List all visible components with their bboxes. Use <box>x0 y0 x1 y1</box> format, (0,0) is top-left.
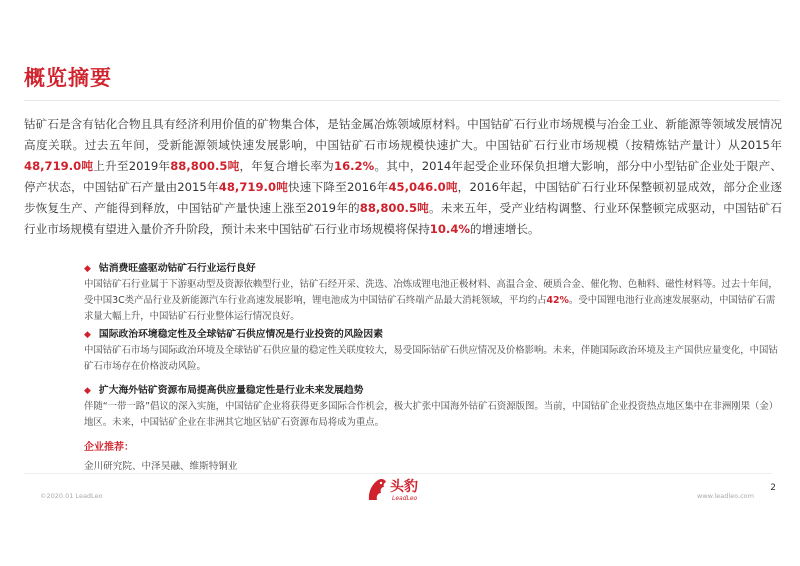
intro-text: 。未来五年，受产业结构调整、行业环保整顿完成驱动，中国钴矿石行业市场规模有望进入量价齐升阶段，预计未来中国钴矿石行业市场规模将保持 <box>24 201 782 236</box>
section-heading-text: 钴消费旺盛驱动钴矿石行业运行良好 <box>98 263 256 274</box>
recommend-companies: 金川研究院、中泽昊融、维斯特铜业 <box>84 461 238 472</box>
intro-text: 。其中，2014年起受企业环保负担增大影响，部分中小型钴矿企业处于限产、停产状态，中国钴矿石产量由2015年 <box>24 159 782 194</box>
logo-text: 头豹 <box>390 479 418 495</box>
intro-paragraph <box>24 114 782 240</box>
intro-highlight: 88,800.5吨 <box>359 201 429 215</box>
section-body-text: 中国钴矿石行业属于下游驱动型及资源依赖型行业，钴矿石经开采、洗选、冶炼成锂电池正极材料、高温合金、硬质合金、催化物、色釉料、磁性材料等。过去十年间，受中国3C类产品行业及新能源汽车行业高速发展影响，锂电池成为中国钴矿石终端产品最大消耗领域，平均约占 <box>84 279 778 306</box>
diamond-icon: ◆ <box>84 386 91 396</box>
intro-highlight: 16.2% <box>334 159 375 173</box>
leopard-logo-icon <box>366 474 388 504</box>
diamond-icon: ◆ <box>84 264 91 274</box>
intro-text: 快速下降至2016年 <box>288 180 389 194</box>
footer-website: www.leadleo.com <box>697 492 754 500</box>
intro-text: 钴矿石是含有钴化合物且具有经济利用价值的矿物集合体，是钴金属冶炼领域原材料。中国钴矿石行业市场规模与冶金工业、新能源等领域发展情况高度关联。过去五年间，受新能源领域快速发展影响，中国钴矿石市场规模快速扩大。中国钴矿石行业市场规模（按精炼钴产量计）从2015年 <box>24 117 782 152</box>
diamond-icon: ◆ <box>84 330 91 340</box>
section-heading-text: 扩大海外钴矿资源布局提高供应量稳定性是行业未来发展趋势 <box>98 385 364 396</box>
page-title: 概览摘要 <box>24 66 112 90</box>
section-body-text: 。受中国锂电池行业高速发展驱动，中国钴矿石需求量大幅上升，中国钴矿石行业整体运行情况良好。 <box>84 295 776 322</box>
intro-highlight: 10.4% <box>429 222 471 236</box>
intro-highlight: 48,719.0吨 <box>24 159 94 173</box>
section-heading <box>84 260 256 274</box>
intro-text: 上升至2019年 <box>93 159 171 173</box>
section-body: 中国钴矿石市场与国际政治环境及全球钴矿石供应量的稳定性关联度较大，易受国际钴矿石供应情况及价格影响。未来，伴随国际政治环境及主产国供应量变化，中国钴矿石市场存在价格波动风险。 <box>84 345 778 372</box>
section-heading <box>84 382 363 396</box>
page-number: 2 <box>770 483 776 493</box>
leadleo-logo <box>366 474 446 510</box>
title-divider <box>24 100 780 101</box>
intro-text: ，2016年起，中国钴矿石行业环保整顿初显成效，部分企业逐步恢复生产、产能得到释放，中国钴矿产量快速上涨至2019年的 <box>24 180 782 215</box>
intro-text: ，年复合增长率为 <box>239 159 334 173</box>
section-body: 伴随“一带一路”倡议的深入实施，中国钴矿企业将获得更多国际合作机会，极大扩张中国海外钴矿石资源版图。当前，中国钴矿企业投资热点地区集中在非洲刚果（金）地区。未来，中国钴矿企业在非洲其它地区钴矿石资源布局将成为重点。 <box>84 401 774 428</box>
intro-text: 的增速增长。 <box>470 222 540 236</box>
section-heading <box>84 326 383 340</box>
intro-highlight: 88,800.5吨 <box>170 159 240 173</box>
footer-copyright: ©2020.01 LeadLeo <box>40 492 103 500</box>
section-body-highlight: 42% <box>546 295 569 306</box>
logo-subtext: LeadLeo <box>392 495 418 502</box>
section-body <box>84 277 778 325</box>
recommend-heading: 企业推荐： <box>84 442 134 453</box>
intro-highlight: 45,046.0吨 <box>388 180 458 194</box>
section-heading-text: 国际政治环境稳定性及全球钴矿石供应情况是行业投资的风险因素 <box>98 329 384 340</box>
intro-highlight: 48,719.0吨 <box>218 180 288 194</box>
